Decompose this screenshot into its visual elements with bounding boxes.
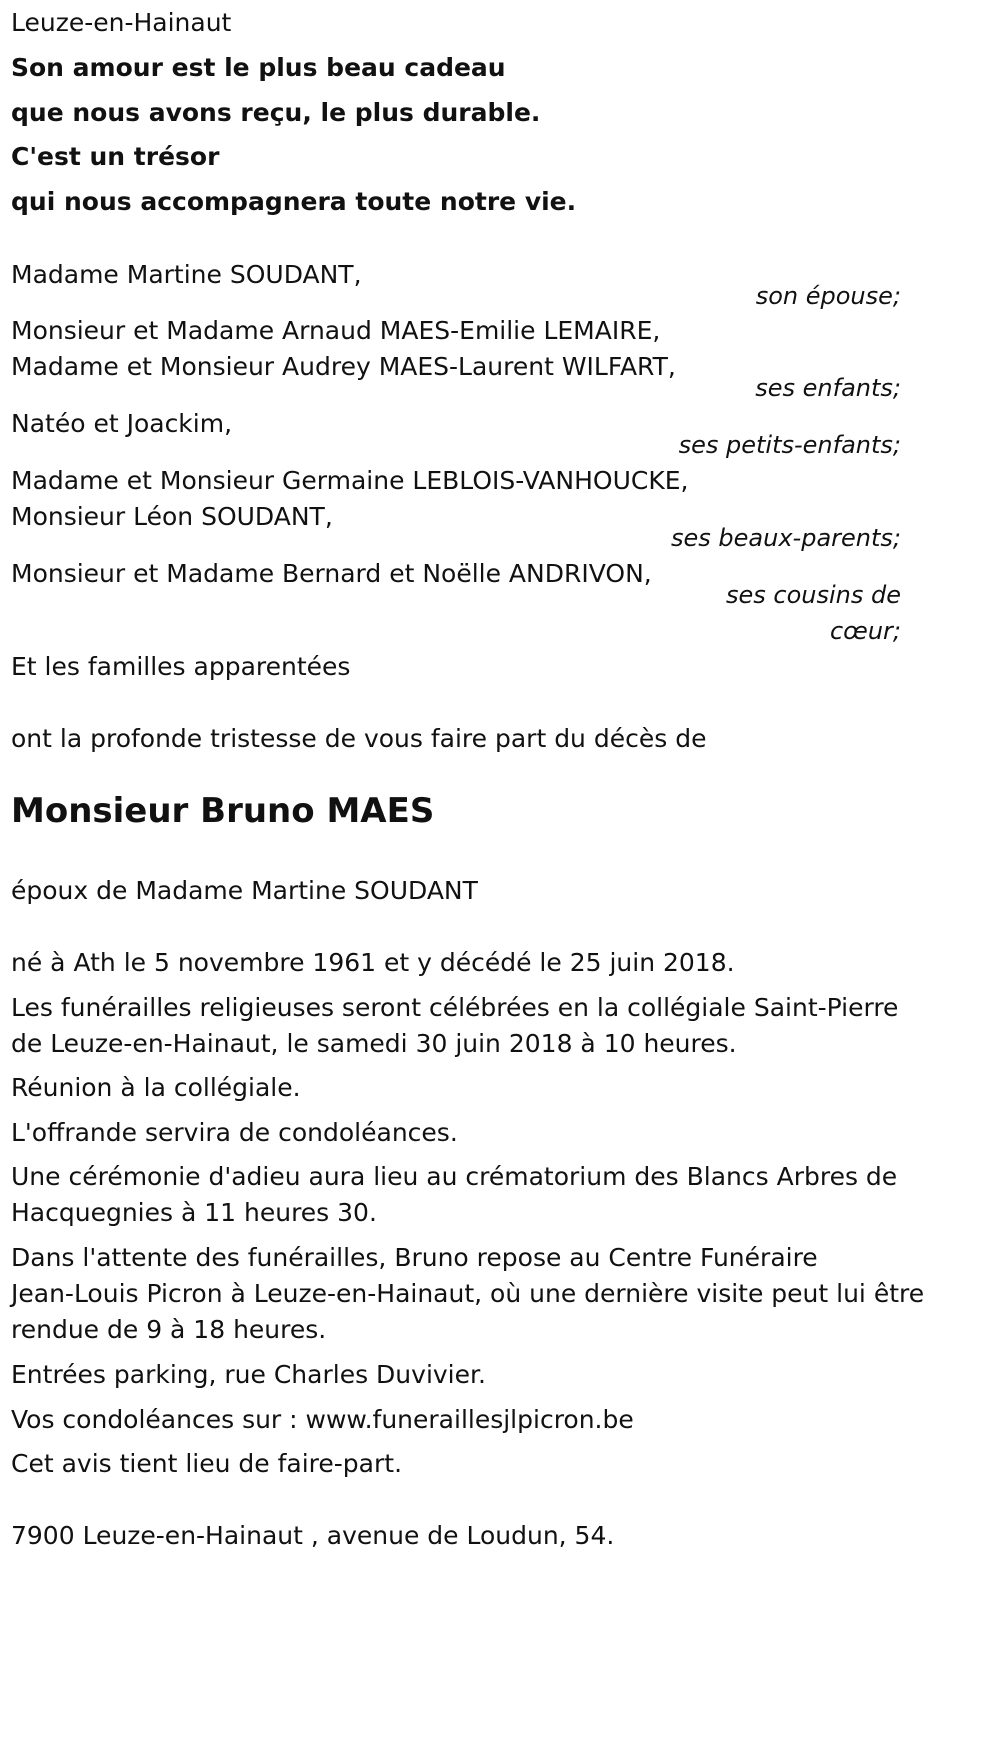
parking: Entrées parking, rue Charles Duvivier. <box>11 1360 486 1389</box>
in-law-2: Monsieur Léon SOUDANT, <box>11 502 333 531</box>
visit-line-3: rendue de 9 à 18 heures. <box>11 1315 327 1344</box>
in-law-1: Madame et Monsieur Germaine LEBLOIS-VANHOUCKE, <box>11 466 689 495</box>
spouse-name: Madame Martine SOUDANT, <box>11 260 362 289</box>
poem-line-3: C'est un trésor <box>11 142 220 171</box>
deceased-name: Monsieur Bruno MAES <box>11 791 435 831</box>
poem-line-4: qui nous accompagnera toute notre vie. <box>11 187 577 216</box>
grandchildren: Natéo et Joackim, <box>11 409 233 438</box>
related-families: Et les familles apparentées <box>11 652 351 681</box>
spouse-role: son épouse; <box>755 282 901 310</box>
city-header: Leuze-en-Hainaut <box>11 8 232 37</box>
notice: Cet avis tient lieu de faire-part. <box>11 1449 403 1478</box>
address: 7900 Leuze-en-Hainaut , avenue de Loudun, 54. <box>11 1521 615 1550</box>
visit-line-2: Jean-Louis Picron à Leuze-en-Hainaut, où une dernière visite peut lui être <box>11 1279 925 1308</box>
meeting: Réunion à la collégiale. <box>11 1073 301 1102</box>
children-role: ses enfants; <box>755 374 901 402</box>
ceremony-line-1: Une cérémonie d'adieu aura lieu au crématorium des Blancs Arbres de <box>11 1162 898 1191</box>
child-2: Madame et Monsieur Audrey MAES-Laurent WILFART, <box>11 352 676 381</box>
birth-death: né à Ath le 5 novembre 1961 et y décédé le 25 juin 2018. <box>11 948 735 977</box>
spouse-of: époux de Madame Martine SOUDANT <box>11 876 478 905</box>
condolences: Vos condoléances sur : www.funeraillesjlpicron.be <box>11 1405 634 1434</box>
funeral-line-2: de Leuze-en-Hainaut, le samedi 30 juin 2018 à 10 heures. <box>11 1029 737 1058</box>
visit-line-1: Dans l'attente des funérailles, Bruno repose au Centre Funéraire <box>11 1243 818 1272</box>
funeral-line-1: Les funérailles religieuses seront célébrées en la collégiale Saint-Pierre <box>11 993 899 1022</box>
ceremony-line-2: Hacquegnies à 11 heures 30. <box>11 1198 377 1227</box>
announcement-intro: ont la profonde tristesse de vous faire part du décès de <box>11 724 707 753</box>
poem-line-2: que nous avons reçu, le plus durable. <box>11 98 541 127</box>
cousins: Monsieur et Madame Bernard et Noëlle ANDRIVON, <box>11 559 652 588</box>
offering: L'offrande servira de condoléances. <box>11 1118 458 1147</box>
cousins-role-line-1: ses cousins de <box>725 581 901 609</box>
cousins-role-line-2: cœur; <box>829 617 901 645</box>
child-1: Monsieur et Madame Arnaud MAES-Emilie LEMAIRE, <box>11 316 661 345</box>
in-laws-role: ses beaux-parents; <box>671 524 901 552</box>
poem-line-1: Son amour est le plus beau cadeau <box>11 53 506 82</box>
grandchildren-role: ses petits-enfants; <box>678 431 901 459</box>
